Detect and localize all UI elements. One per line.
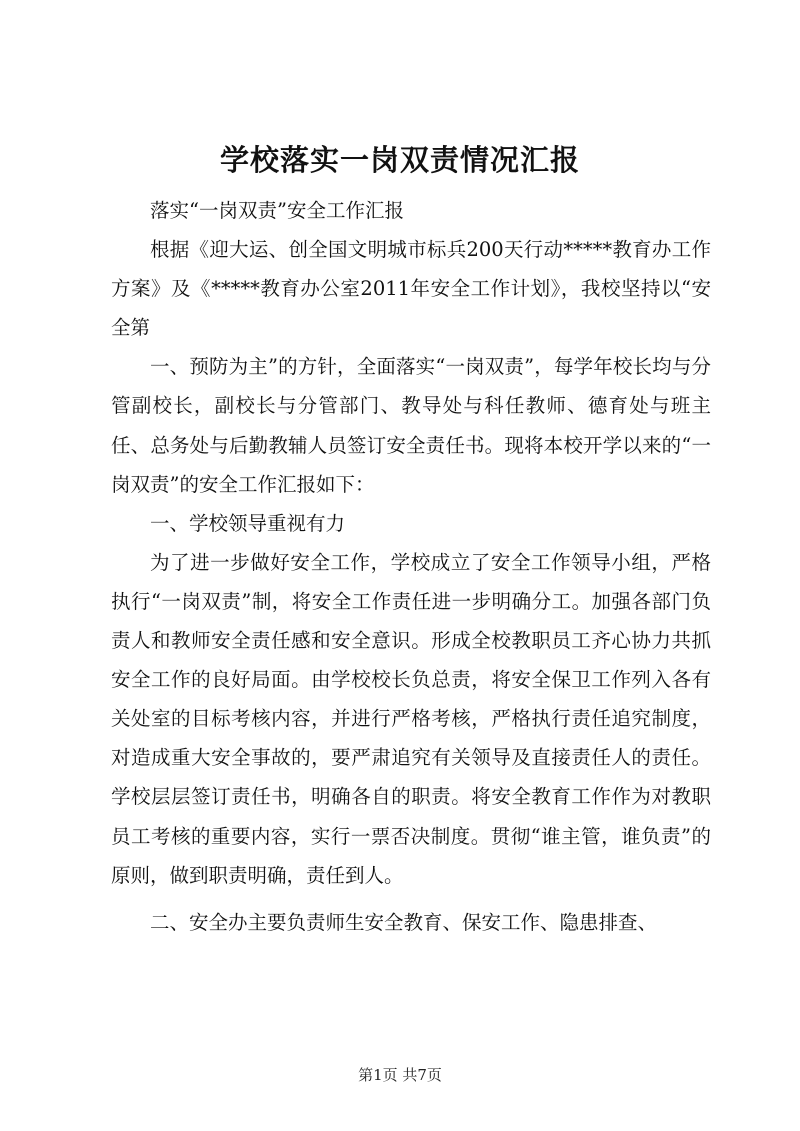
document-body xyxy=(111,191,711,942)
paragraph: 一、学校领导重视有力 xyxy=(150,511,346,535)
page-footer: 第1页 共7页 xyxy=(358,1066,442,1084)
paragraph: 一、预防为主”的方针，全面落实“一岗双责”，每学年校长均与分管副校长，副校长与分管部门、教导处与科任教师、德育处与班主任、总务处与后勤教辅人员签订安全责任书。现将本校开学以来的“一岗双责”的安全工作汇报如下： xyxy=(111,355,711,496)
paragraph: 落实“一岗双责”安全工作汇报 xyxy=(150,199,404,222)
paragraph: 根据《迎大运、创全国文明城市标兵200天行动*****教育办工作方案》及《*****教育办公室2011年安全工作计划》，我校坚持以“安全第 xyxy=(111,238,711,340)
paragraph: 二、安全办主要负责师生安全教育、保安工作、隐患排查、 xyxy=(150,910,658,934)
paragraph: 为了进一步做好安全工作，学校成立了安全工作领导小组，严格执行“一岗双责”制，将安全工作责任进一步明确分工。加强各部门负责人和教师安全责任感和安全意识。形成全校教职员工齐心协力共抓安全工作的良好局面。由学校校长负总责，将安全保卫工作列入各有关处室的目标考核内容，并进行严格考核，严格执行责任追究制度，对造成重大安全事故的，要严肃追究有关领导及直接责任人的责任。学校层层签订责任书，明确各自的职责。将安全教育工作作为对教职员工考核的重要内容，实行一票否决制度。贯彻“谁主管，谁负责”的原则，做到职责明确，责任到人。 xyxy=(111,550,711,887)
document-title: 学校落实一岗双责情况汇报 xyxy=(219,143,580,177)
